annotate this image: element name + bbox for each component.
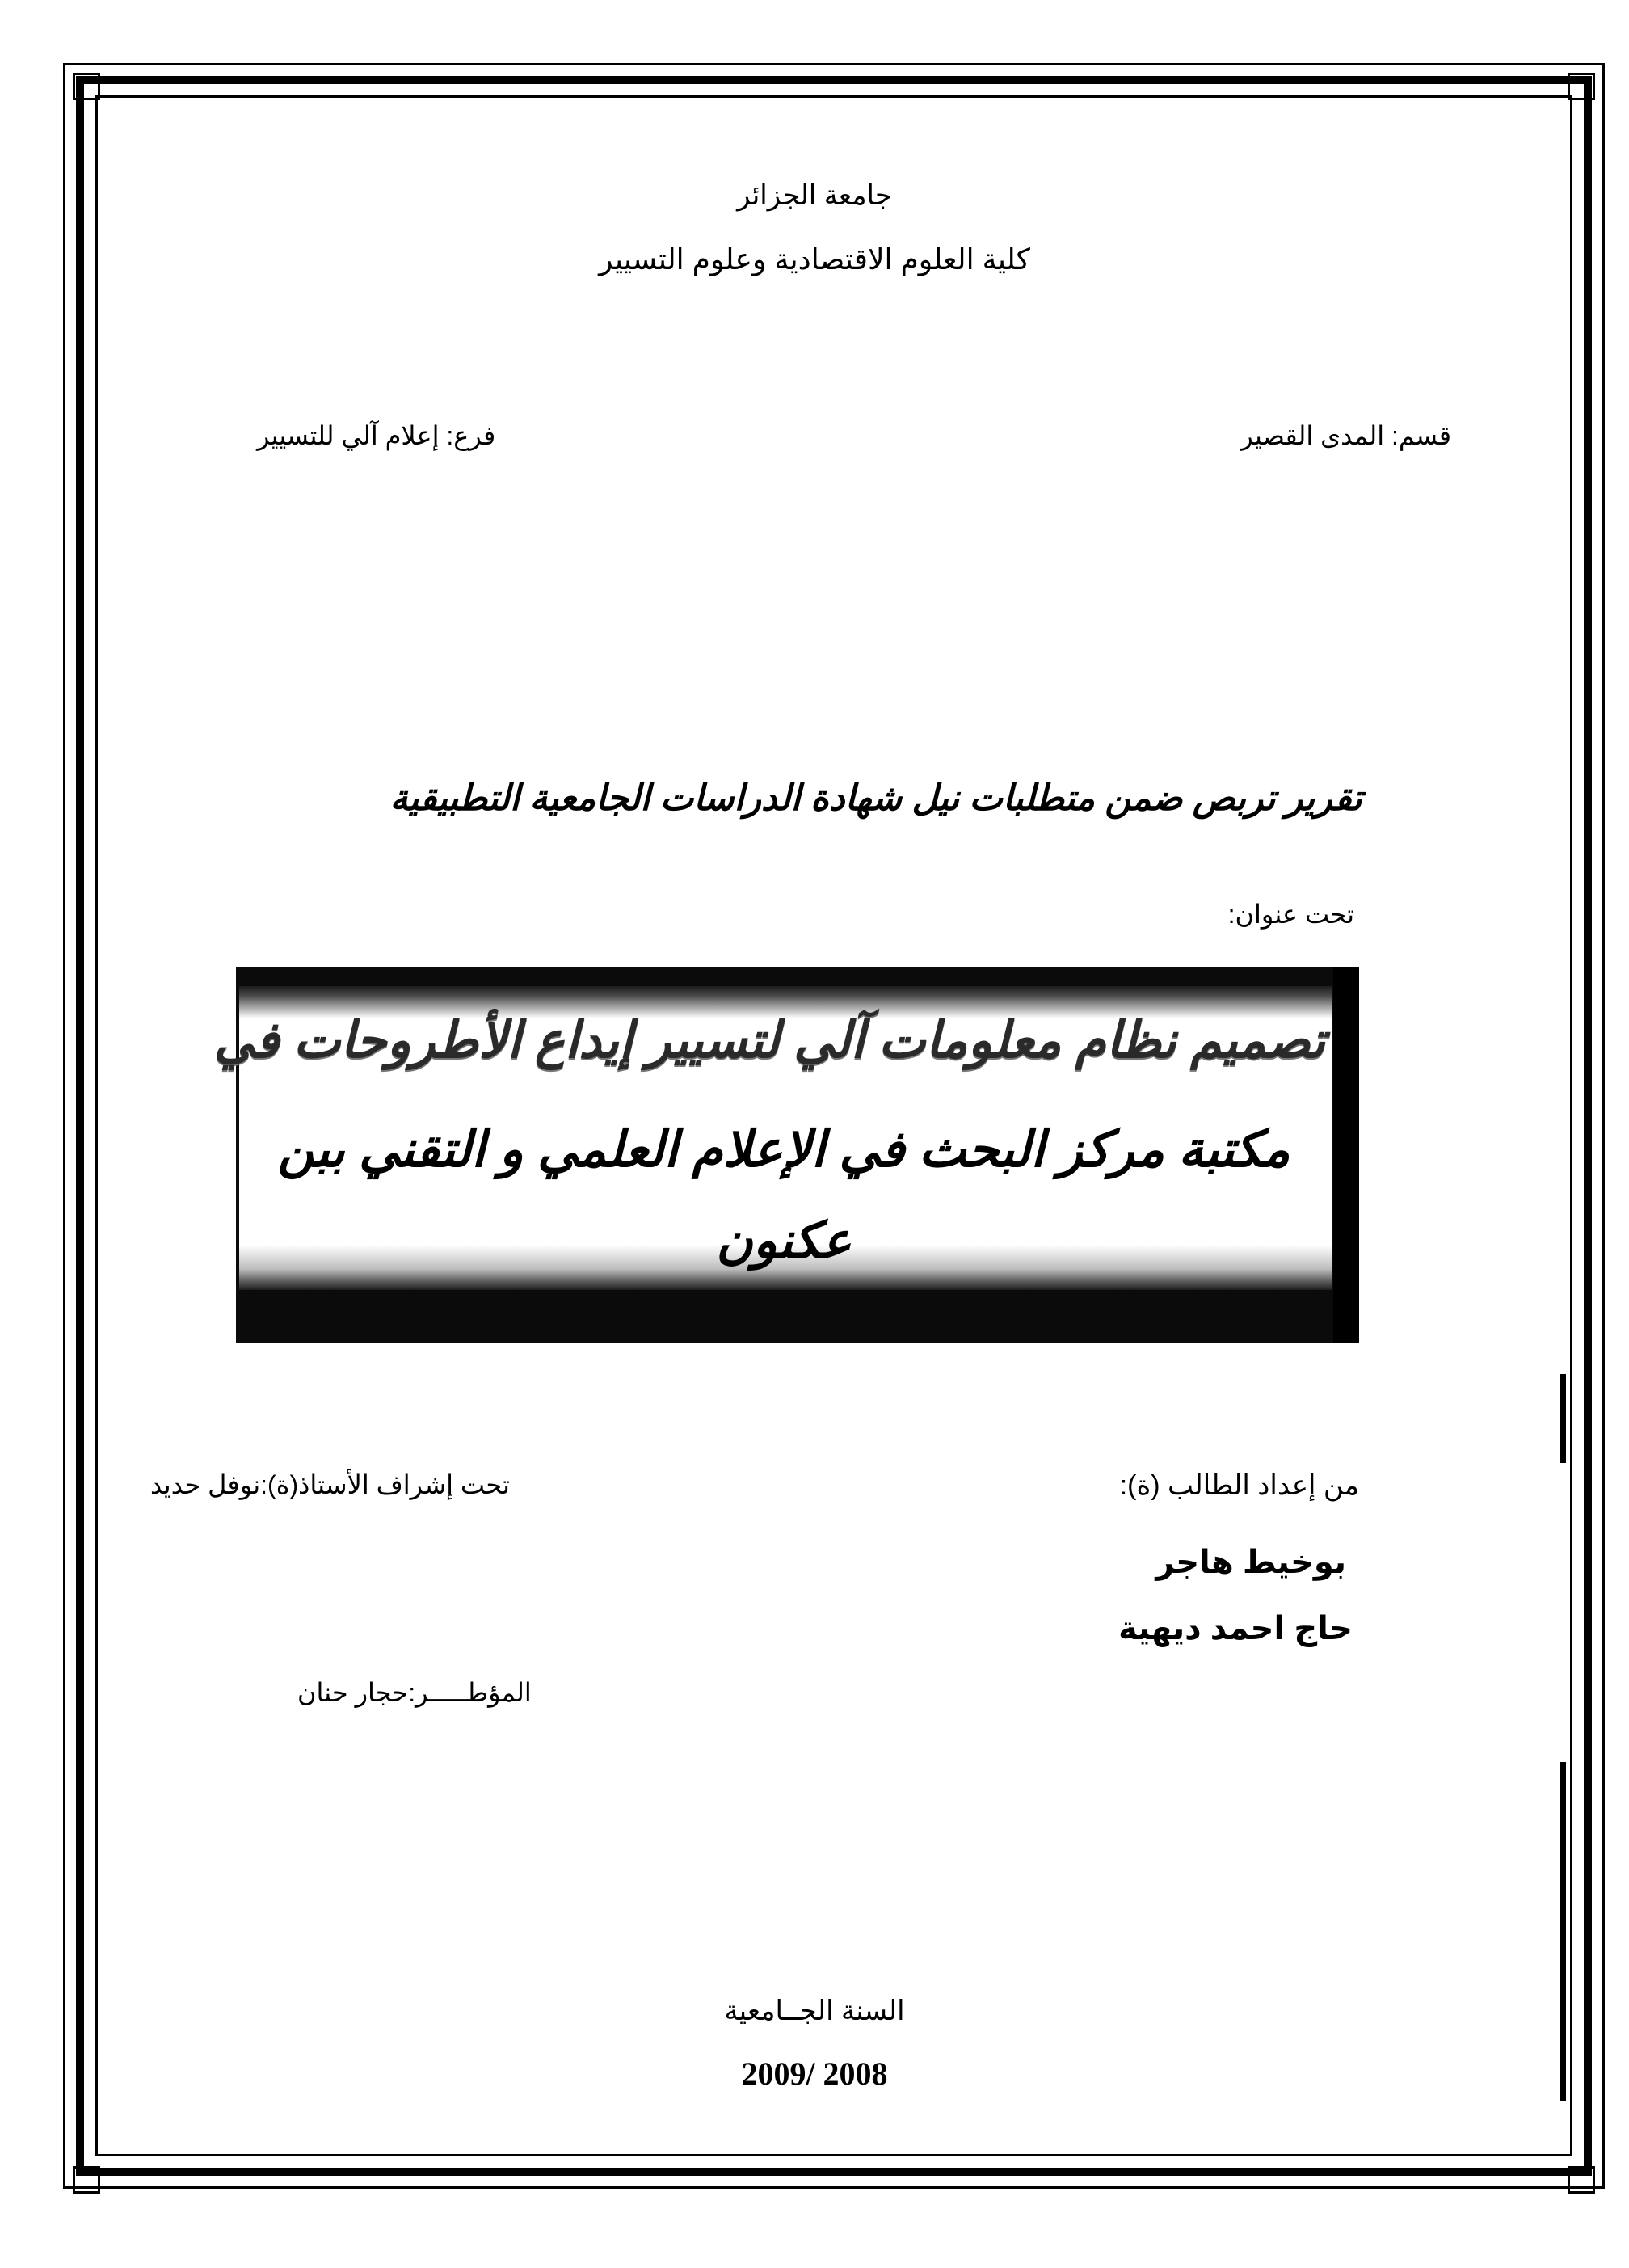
academic-year: 2009/ 2008: [741, 2055, 888, 2092]
faculty-name: كلية العلوم الاقتصادية وعلوم التسيير: [599, 242, 1030, 276]
department: قسم: المدى القصير: [1240, 421, 1451, 450]
title-banner-shadow: [1333, 967, 1359, 1343]
scan-artifact: [1560, 1762, 1566, 2101]
frame-corner-top-right: [1568, 73, 1595, 100]
title-line: تصميم نظام معلومات آلي لتسيير إيداع الأطروحات في: [213, 1013, 1325, 1069]
report-subtitle: تقرير تربص ضمن متطلبات نيل شهادة الدراسات الجامعية التطبيقية: [389, 778, 1362, 818]
student-name: بوخيط هاجر: [1155, 1545, 1346, 1580]
title-line: عكنون: [716, 1213, 852, 1269]
title-line: مكتبة مركز البحث في الإعلام العلمي و التقني ببن: [277, 1122, 1290, 1178]
frame-corner-bottom-right: [1568, 2166, 1595, 2194]
branch: فرع: إعلام آلي للتسيير: [257, 421, 496, 450]
frame-corner-top-left: [73, 73, 100, 100]
academic-year-label: السنة الجــامعية: [724, 1996, 905, 2026]
mentor: المؤطـــــر:حجار حنان: [297, 1678, 532, 1707]
frame-corner-bottom-left: [73, 2166, 100, 2194]
student-name: حاج احمد ديهية: [1118, 1611, 1353, 1646]
supervisor: تحت إشراف الأستاذ(ة):نوفل حديد: [150, 1470, 510, 1499]
title-label: تحت عنوان:: [1227, 900, 1354, 929]
scan-artifact: [1560, 1374, 1566, 1463]
university-name: جامعة الجزائر: [737, 180, 892, 211]
prepared-by-label: من إعداد الطالب (ة):: [1119, 1470, 1359, 1501]
